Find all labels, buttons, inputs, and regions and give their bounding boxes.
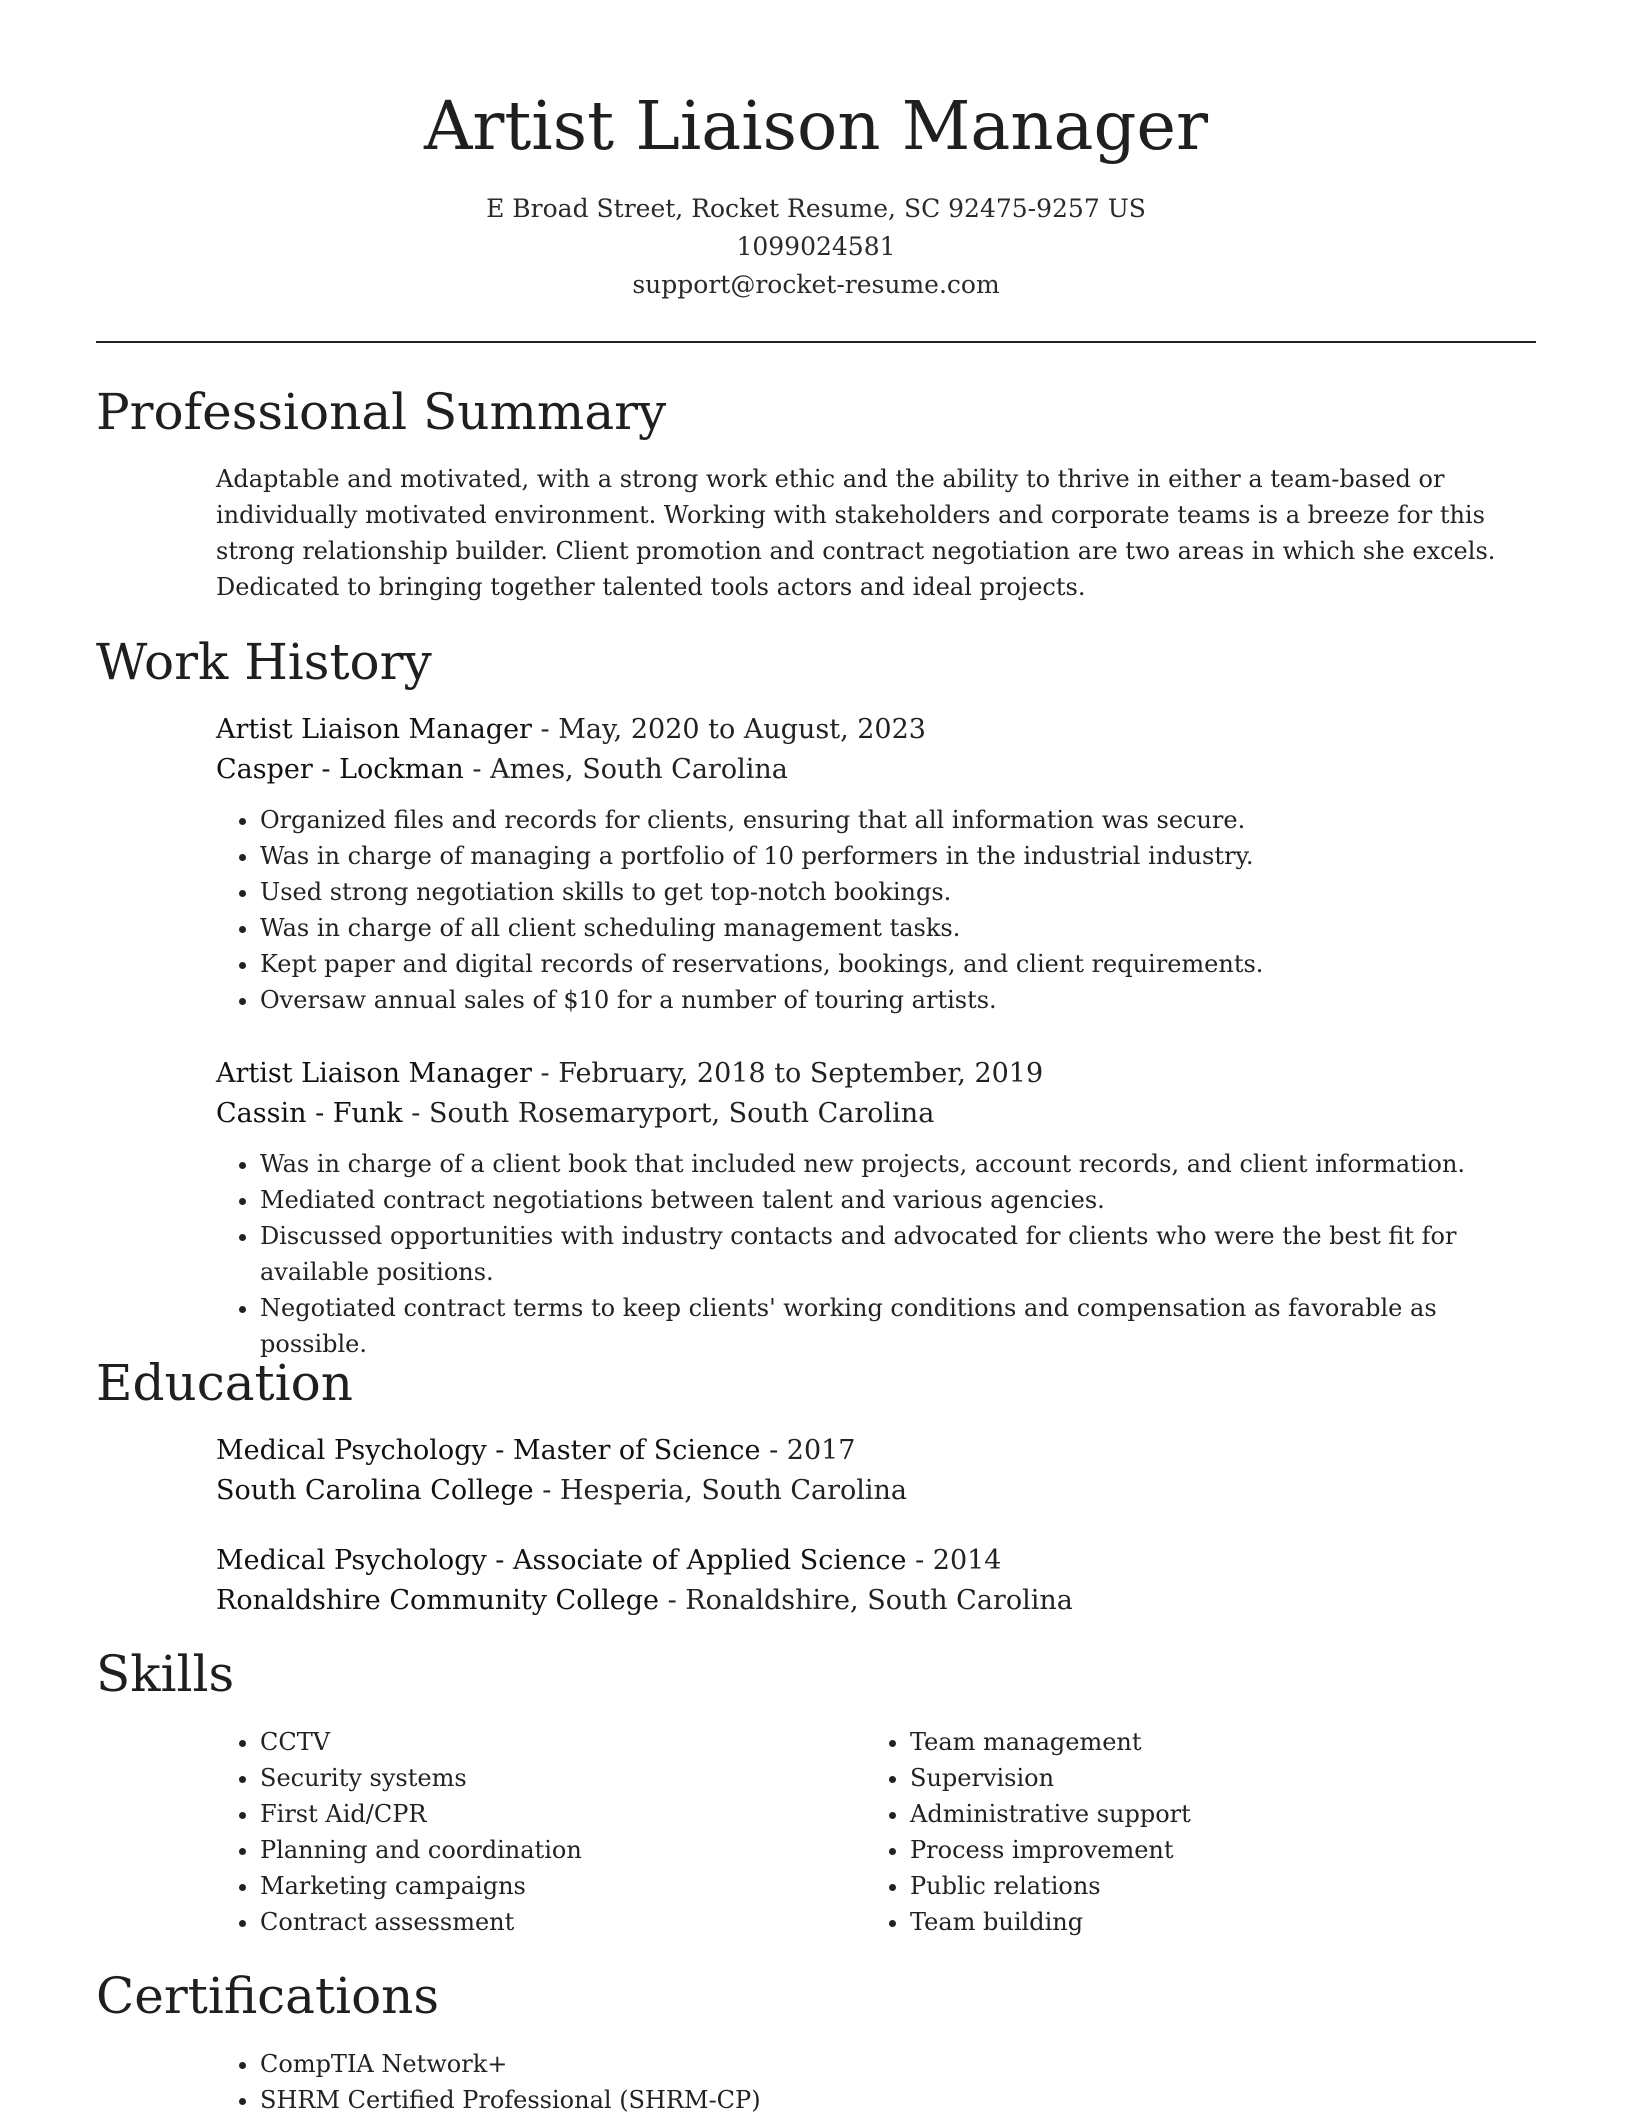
certifications-block <box>216 2046 1536 2118</box>
skill-item: • Contract assessment <box>260 1904 816 1940</box>
skill-item: • Security systems <box>260 1760 816 1796</box>
job-bullet-list <box>216 1146 1536 1362</box>
education-degree: Medical Psychology - Master of Science <box>216 1435 761 1466</box>
skill-item: • First Aid/CPR <box>260 1796 816 1832</box>
education-degree-line <box>216 1541 1536 1581</box>
certifications-list <box>216 2046 1536 2118</box>
list-item: • Negotiated contract terms to keep clients' working conditions and compensation as favorable as possible. <box>260 1290 1536 1362</box>
skills-list-right <box>866 1724 1466 1940</box>
skills-list-left <box>216 1724 816 1940</box>
list-item: • Mediated contract negotiations between talent and various agencies. <box>260 1182 1536 1218</box>
education-school-line <box>216 1471 1536 1511</box>
section-title-skills: Skills <box>96 1645 235 1703</box>
contact-email: support@rocket-resume.com <box>632 270 1000 299</box>
list-item: • Organized files and records for clients, ensuring that all information was secure. <box>260 802 1536 838</box>
job-company-line <box>216 1094 1536 1134</box>
skill-item: • Marketing campaigns <box>260 1868 816 1904</box>
section-title-certifications: Certifications <box>96 1967 440 2025</box>
job-title-line <box>216 1054 1536 1094</box>
job-role: Artist Liaison Manager <box>216 1058 532 1089</box>
list-item: • Used strong negotiation skills to get top-notch bookings. <box>260 874 1536 910</box>
skill-item: • Team building <box>910 1904 1466 1940</box>
skill-item: • Public relations <box>910 1868 1466 1904</box>
job-title-line <box>216 710 1536 750</box>
job-dates: - February, 2018 to September, 2019 <box>531 1058 1044 1089</box>
education-entry <box>216 1431 1536 1511</box>
skill-item: • Administrative support <box>910 1796 1466 1832</box>
header-divider <box>96 341 1536 343</box>
section-title-education: Education <box>96 1354 353 1412</box>
job-entry <box>216 1054 1536 1362</box>
education-school-line <box>216 1581 1536 1621</box>
skills-right-column <box>866 1724 1466 1940</box>
summary-block <box>216 461 1536 605</box>
certification-item: • SHRM Certified Professional (SHRM-CP) <box>260 2082 1536 2118</box>
job-company-line <box>216 750 1536 790</box>
section-title-summary: Professional Summary <box>96 383 667 441</box>
list-item: • Was in charge of managing a portfolio of 10 performers in the industrial industry. <box>260 838 1536 874</box>
education-location: - Hesperia, South Carolina <box>533 1475 908 1506</box>
skill-item: • CCTV <box>260 1724 816 1760</box>
education-degree: Medical Psychology - Associate of Applied Science <box>216 1545 907 1576</box>
list-item: • Oversaw annual sales of $10 for a number of touring artists. <box>260 982 1536 1018</box>
list-item: • Kept paper and digital records of reservations, bookings, and client requirements. <box>260 946 1536 982</box>
job-location: - Ames, South Carolina <box>463 754 788 785</box>
skill-item: • Planning and coordination <box>260 1832 816 1868</box>
education-year: - 2014 <box>906 1545 1002 1576</box>
certification-item: • CompTIA Network+ <box>260 2046 1536 2082</box>
education-year: - 2017 <box>760 1435 856 1466</box>
education-school: South Carolina College <box>216 1475 534 1506</box>
list-item: • Was in charge of a client book that included new projects, account records, and client information. <box>260 1146 1536 1182</box>
education-degree-line <box>216 1431 1536 1471</box>
resume-header <box>0 0 1632 304</box>
job-role: Artist Liaison Manager <box>216 714 532 745</box>
list-item: • Was in charge of all client scheduling management tasks. <box>260 910 1536 946</box>
contact-address: E Broad Street, Rocket Resume, SC 92475-9257 US <box>486 194 1146 223</box>
skills-left-column <box>216 1724 816 1940</box>
page-title: Artist Liaison Manager <box>423 87 1209 165</box>
education-entry <box>216 1541 1536 1621</box>
skill-item: • Process improvement <box>910 1832 1466 1868</box>
skill-item: • Supervision <box>910 1760 1466 1796</box>
skill-item: • Team management <box>910 1724 1466 1760</box>
job-entry <box>216 710 1536 1018</box>
list-item: • Discussed opportunities with industry contacts and advocated for clients who were the best fit for available positions. <box>260 1218 1536 1290</box>
section-title-work-history: Work History <box>96 633 432 691</box>
education-school: Ronaldshire Community College <box>216 1585 659 1616</box>
contact-phone: 1099024581 <box>736 232 896 261</box>
job-dates: - May, 2020 to August, 2023 <box>531 714 926 745</box>
job-company: Cassin - Funk <box>216 1098 403 1129</box>
job-company: Casper - Lockman <box>216 754 464 785</box>
job-location: - South Rosemaryport, South Carolina <box>402 1098 935 1129</box>
job-bullet-list <box>216 802 1536 1018</box>
education-location: - Ronaldshire, South Carolina <box>658 1585 1073 1616</box>
summary-text: Adaptable and motivated, with a strong work ethic and the ability to thrive in either a team-based or individually motivated environment. Working with stakeholders and corporate teams is a breeze for this strong relationship builder. Client promotion and contract negotiation are two areas in which she excels. Dedicated to bringing together talented tools actors and ideal projects. <box>216 465 1496 601</box>
